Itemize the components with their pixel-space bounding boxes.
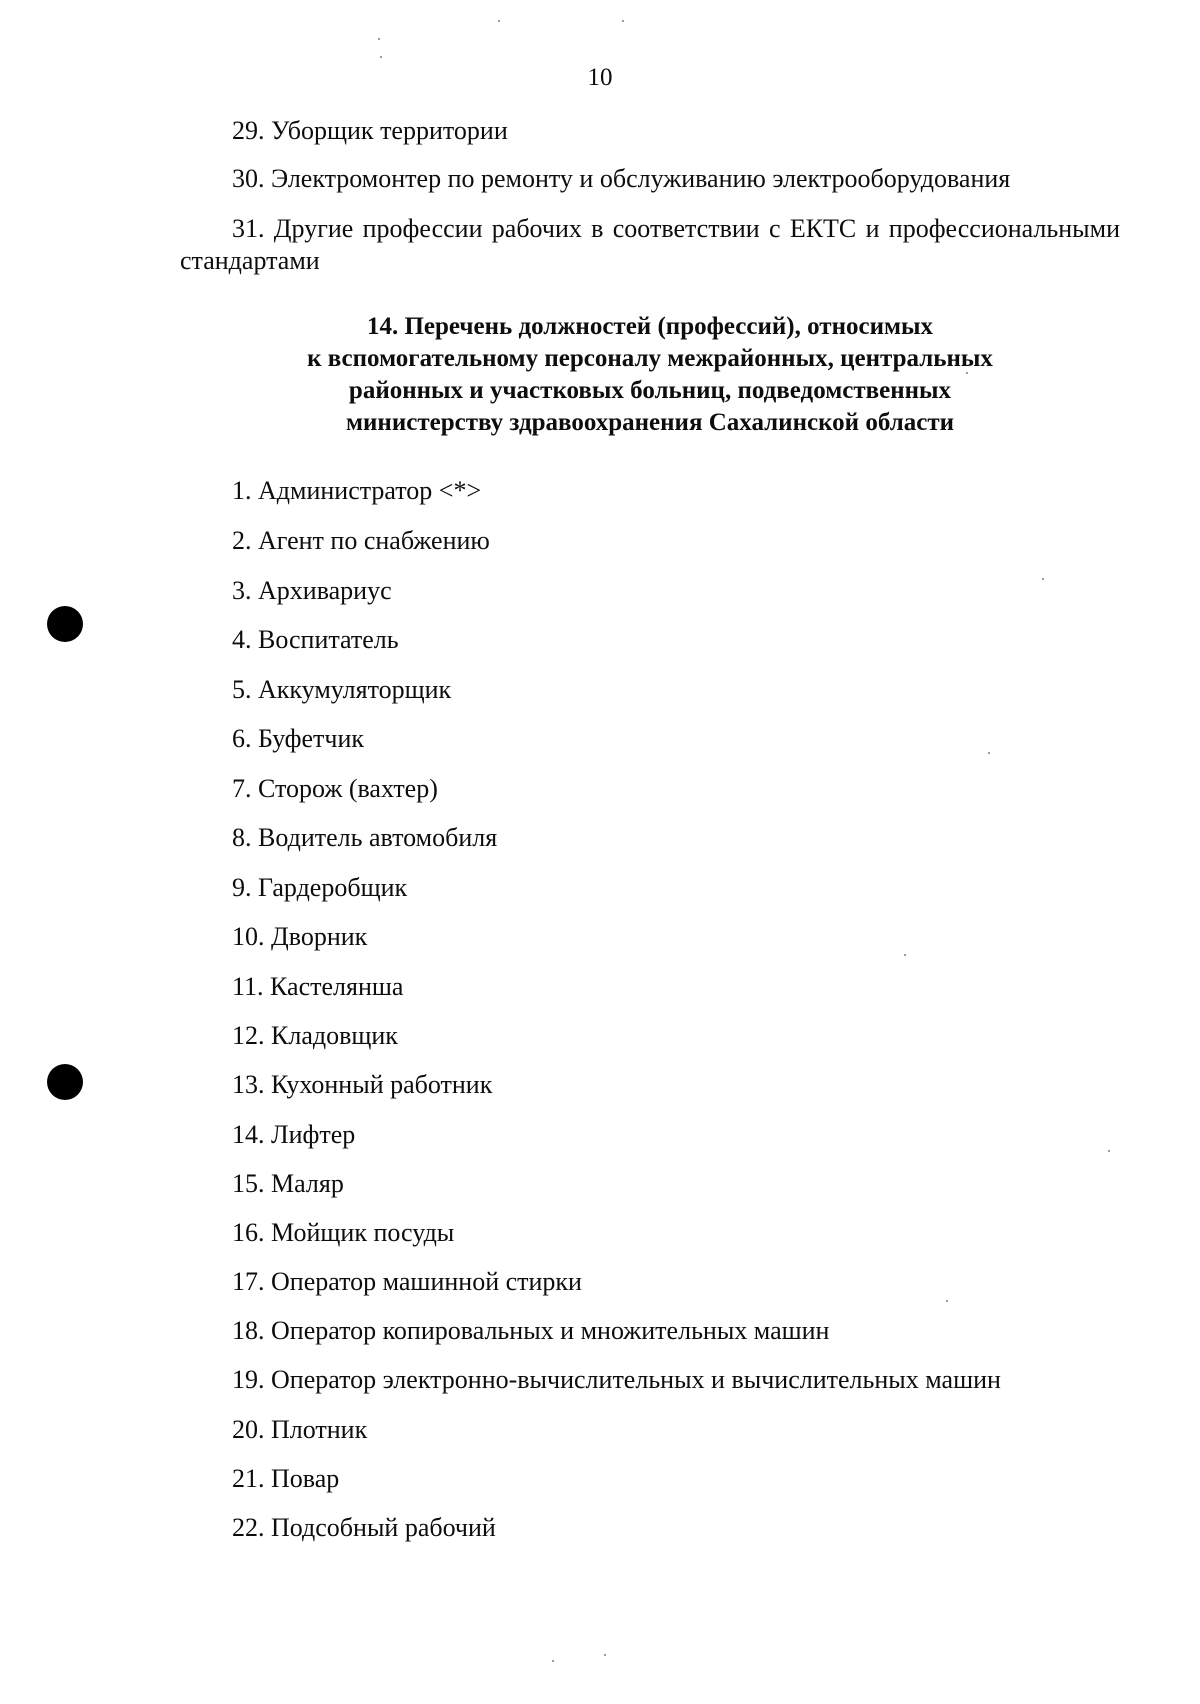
scan-speck: [988, 752, 990, 754]
list-item: 15. Маляр: [232, 1169, 344, 1198]
list-item: 8. Водитель автомобиля: [232, 823, 498, 852]
scan-speck: [1108, 1150, 1110, 1152]
list-item: 1. Администратор <*>: [232, 476, 482, 505]
list-item: 16. Мойщик посуды: [232, 1218, 455, 1247]
section-heading: [180, 311, 1120, 439]
section-heading-line: министерству здравоохранения Сахалинской области: [345, 409, 955, 436]
list-item: 21. Повар: [232, 1464, 340, 1493]
list-item: 18. Оператор копировальных и множительных машин: [232, 1316, 830, 1345]
scan-speck: [622, 20, 624, 22]
list-item: 7. Сторож (вахтер): [232, 774, 438, 803]
scan-speck: [498, 20, 500, 22]
list-item: 2. Агент по снабжению: [232, 526, 490, 555]
scan-speck: [904, 954, 906, 956]
punch-hole: [47, 606, 83, 642]
scan-speck: [604, 1654, 606, 1656]
list-item: 6. Буфетчик: [232, 724, 365, 753]
scan-speck: [946, 1300, 948, 1302]
list-item: 20. Плотник: [232, 1415, 368, 1444]
list-item: 17. Оператор машинной стирки: [232, 1267, 582, 1296]
list-item: 5. Аккумуляторщик: [232, 675, 452, 704]
list-item: 4. Воспитатель: [232, 625, 399, 654]
list-item: 13. Кухонный работник: [232, 1070, 493, 1099]
list-item: 29. Уборщик территории: [232, 116, 508, 145]
section-heading-line: районных и участковых больниц, подведомственных: [348, 377, 952, 404]
scan-speck: [966, 372, 968, 374]
punch-hole: [47, 1064, 83, 1100]
list-item: 14. Лифтер: [232, 1120, 356, 1149]
list-item: 12. Кладовщик: [232, 1021, 398, 1050]
section-heading-line: 14. Перечень должностей (профессий), относимых: [366, 313, 934, 340]
list-item: 9. Гардеробщик: [232, 873, 408, 902]
list-item: 10. Дворник: [232, 922, 368, 951]
list-item: 30. Электромонтер по ремонту и обслуживанию электрооборудования: [232, 164, 1011, 193]
scan-speck: [1042, 578, 1044, 580]
scan-speck: [378, 38, 380, 40]
section-heading-line: к вспомогательному персоналу межрайонных, центральных: [307, 345, 993, 372]
scan-speck: [380, 56, 382, 58]
scan-speck: [552, 1660, 554, 1662]
list-item: 19. Оператор электронно-вычислительных и вычислительных машин: [232, 1365, 1001, 1394]
list-item: 3. Архивариус: [232, 576, 392, 605]
list-item-paragraph: 31. Другие профессии рабочих в соответствии с ЕКТС и профессиональными стандартами: [180, 214, 1120, 275]
list-item: 22. Подсобный рабочий: [232, 1513, 496, 1542]
page-number: 10: [587, 64, 613, 91]
list-item: 11. Кастелянша: [232, 972, 404, 1001]
